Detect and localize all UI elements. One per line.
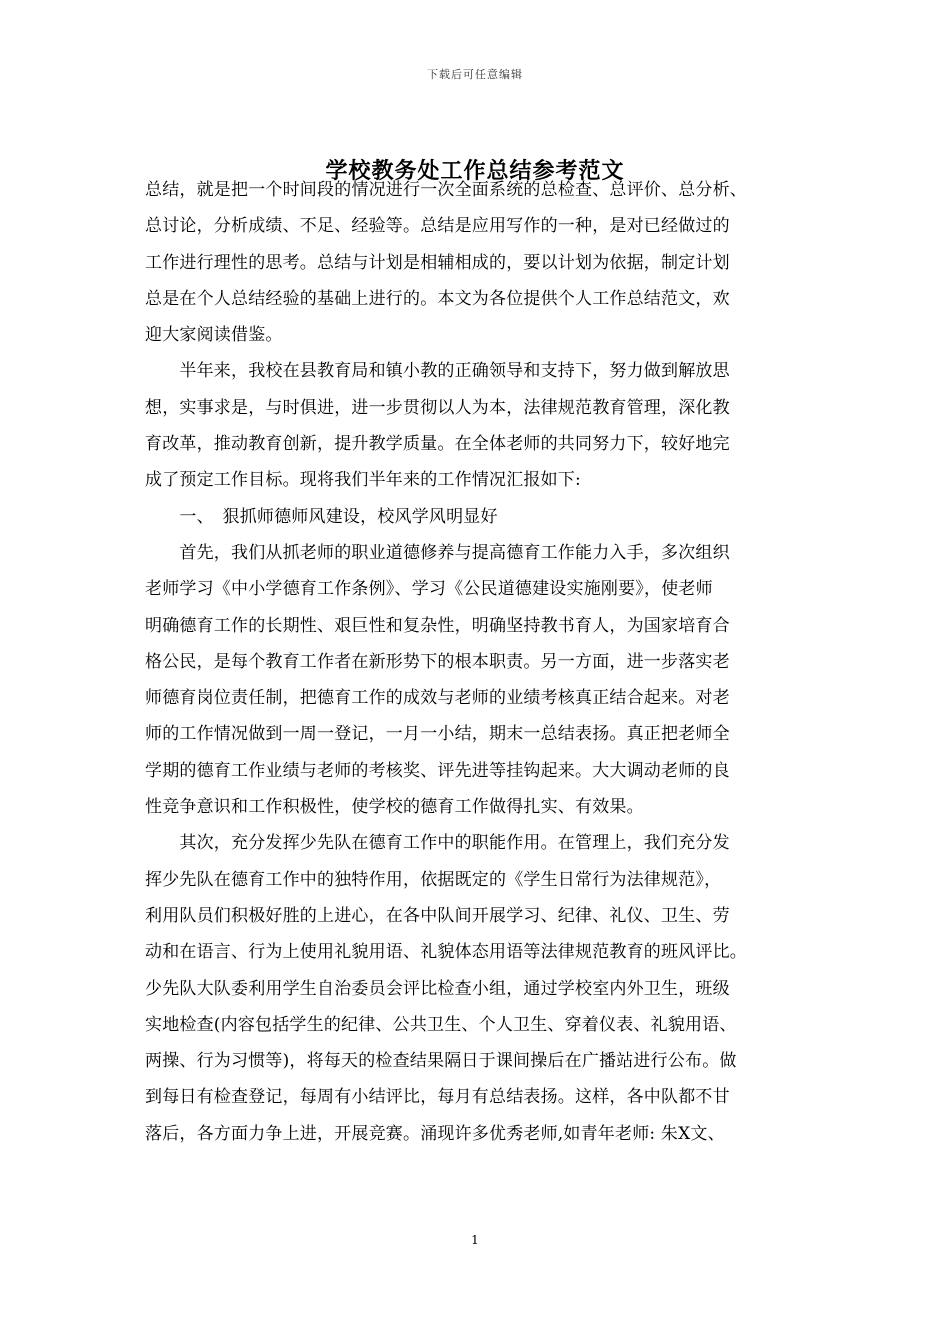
body-line: 师的工作情况做到一周一登记，一月一小结，期末一总结表扬。真正把老师全 (145, 724, 730, 745)
document-title: 学校教务处工作总结参考范文 (325, 158, 625, 184)
body-line: 想，实事求是，与时俱进，进一步贯彻以人为本，法律规范教育管理，深化教 (145, 397, 730, 418)
page-number: 1 (471, 1233, 479, 1247)
body-line: 总是在个人总结经验的基础上进行的。本文为各位提供个人工作总结范文，欢 (145, 288, 730, 309)
body-line: 总讨论，分析成绩、不足、经验等。总结是应用写作的一种，是对已经做过的 (145, 216, 730, 237)
page-header-note: 下载后可任意编辑 (427, 68, 523, 81)
body-line: 明确德育工作的长期性、艰巨性和复杂性，明确坚持教书育人，为国家培育合 (145, 615, 730, 636)
body-line: 少先队大队委利用学生自治委员会评比检查小组，通过学校室内外卫生，班级 (145, 978, 730, 999)
body-line: 学期的德育工作业绩与老师的考核奖、评先进等挂钩起来。大大调动老师的良 (145, 760, 730, 781)
body-line: 两操、行为习惯等)，将每天的检查结果隔日于课间操后在广播站进行公布。做 (145, 1051, 737, 1072)
body-line: 利用队员们积极好胜的上进心，在各中队间开展学习、纪律、礼仪、卫生、劳 (145, 905, 730, 926)
document-body (145, 172, 830, 1152)
body-line: 性竞争意识和工作积极性，使学校的德育工作做得扎实、有效果。 (145, 797, 644, 818)
body-line: 工作进行理性的思考。总结与计划是相辅相成的，要以计划为依据，制定计划 (145, 252, 730, 273)
body-line: 总结，就是把一个时间段的情况进行一次全面系统的总检查、总评价、总分析、 (145, 180, 747, 200)
body-line: 落后，各方面力争上进，开展竞赛。涌现许多优秀老师,如青年老师: 朱X文、 (145, 1123, 725, 1144)
body-line: 动和在语言、行为上使用礼貌用语、礼貌体态用语等法律规范教育的班风评比。 (145, 942, 747, 963)
body-line: 格公民，是每个教育工作者在新形势下的根本职责。另一方面，进一步落实老 (145, 651, 730, 672)
body-line: 挥少先队在德育工作中的独特作用，依据既定的《学生日常行为法律规范》， (145, 869, 722, 890)
body-line: 首先，我们从抓老师的职业道德修养与提高德育工作能力入手，多次组织 (145, 542, 730, 563)
body-line: 育改革，推动教育创新，提升教学质量。在全体老师的共同努力下，较好地完 (145, 434, 730, 455)
body-line: 实地检查(内容包括学生的纪律、公共卫生、个人卫生、穿着仪表、礼貌用语、 (145, 1014, 737, 1035)
body-line: 半年来，我校在县教育局和镇小教的正确领导和支持下，努力做到解放思 (145, 361, 730, 382)
body-line: 迎大家阅读借鉴。 (145, 325, 283, 346)
body-line: 到每日有检查登记，每周有小结评比，每月有总结表扬。这样，各中队都不甘 (145, 1087, 730, 1108)
body-line: 其次，充分发挥少先队在德育工作中的职能作用。在管理上，我们充分发 (145, 833, 730, 854)
body-line: 老师学习《中小学德育工作条例》、学习《公民道德建设实施刚要》，使老师 (145, 579, 713, 600)
body-line: 成了预定工作目标。现将我们半年来的工作情况汇报如下: (145, 470, 581, 491)
section-heading: 一、 狠抓师德师风建设，校风学风明显好 (145, 506, 498, 527)
body-line: 师德育岗位责任制，把德育工作的成效与老师的业绩考核真正结合起来。对老 (145, 688, 730, 709)
